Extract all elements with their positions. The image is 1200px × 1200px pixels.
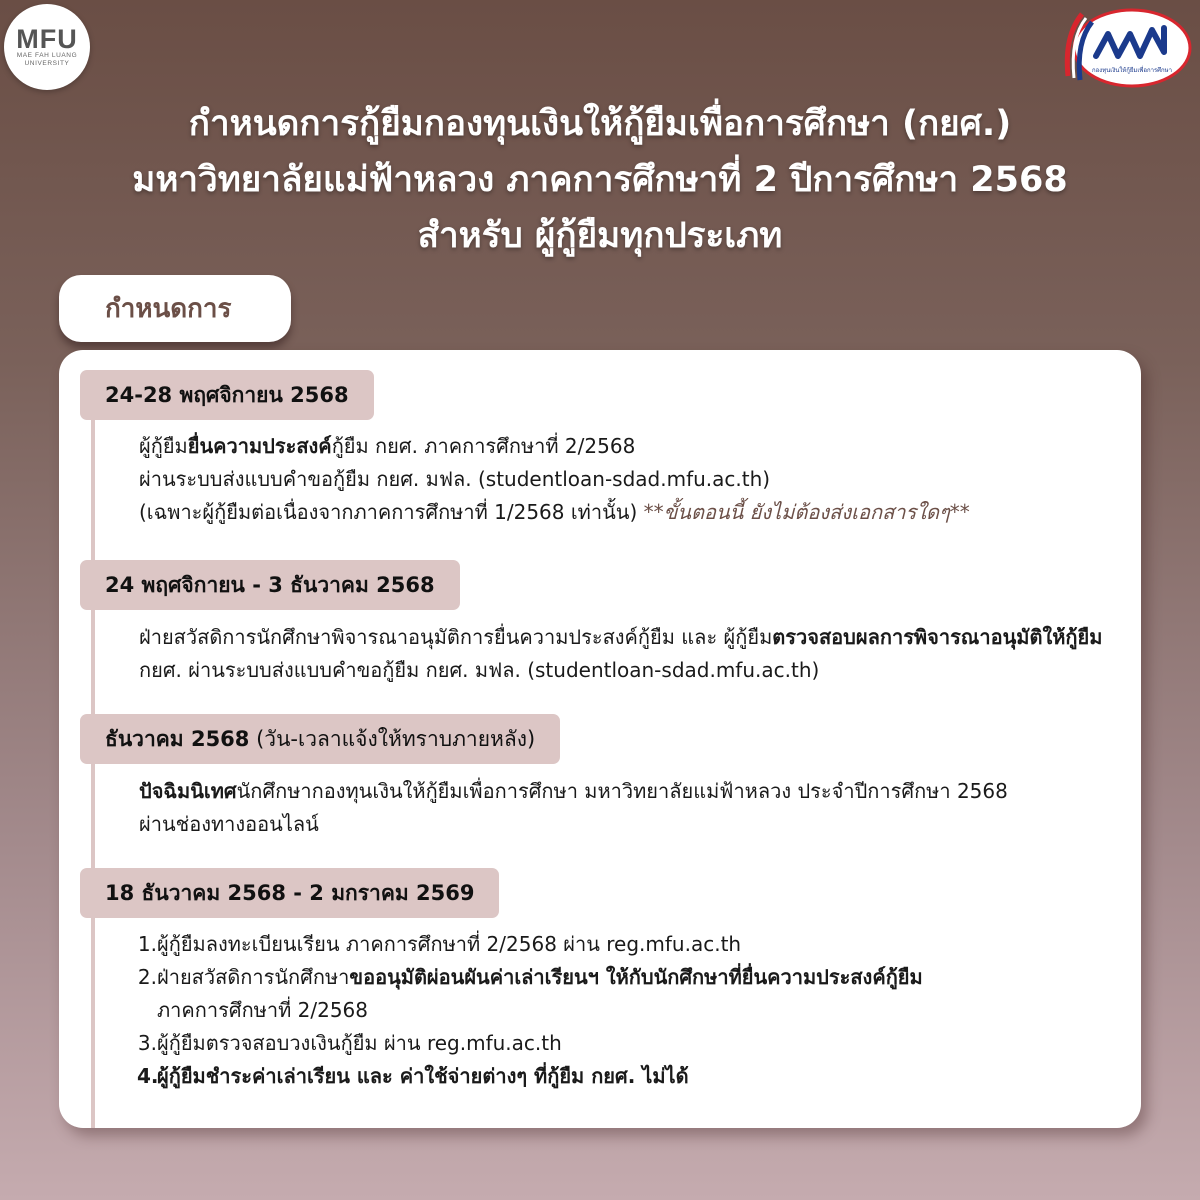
title-line-3: สำหรับ ผู้กู้ยืมทุกประเภท bbox=[417, 216, 783, 256]
schedule-panel bbox=[59, 350, 1141, 1128]
mfu-logo-sub2: UNIVERSITY bbox=[24, 60, 70, 67]
entry-1-line-2: ผ่านระบบส่งแบบคำขอกู้ยืม กยศ. มฟล. (studentloan-sdad.mfu.ac.th) bbox=[139, 467, 771, 491]
entry-3-text: นักศึกษากองทุนเงินให้กู้ยืมเพื่อการศึกษา มหาวิทยาลัยแม่ฟ้าหลวง ประจำปีการศึกษา 2568 bbox=[236, 779, 1008, 803]
title-line-1: กำหนดการกู้ยืมกองทุนเงินให้กู้ยืมเพื่อการศึกษา (กยศ.) bbox=[188, 104, 1012, 144]
timeline-entry-4 bbox=[137, 928, 1127, 1093]
section-tab-schedule bbox=[59, 275, 291, 342]
list-item-1 bbox=[137, 928, 1127, 961]
date-badge-2 bbox=[80, 560, 460, 610]
list-item-number: 2. bbox=[137, 965, 157, 989]
entry-1-line-3 bbox=[139, 496, 1129, 529]
entry-1-condition: (เฉพาะผู้กู้ยืมต่อเนื่องจากภาคการศึกษาที่ 1/2568 เท่านั้น) bbox=[139, 500, 638, 524]
mfu-logo-sub1: MAE FAH LUANG bbox=[16, 52, 78, 59]
entry-1-text-post: กู้ยืม กยศ. ภาคการศึกษาที่ 2/2568 bbox=[331, 434, 636, 458]
list-item-text: ผู้กู้ยืมชำระค่าเล่าเรียน และ ค่าใช้จ่ายต่างๆ ที่กู้ยืม กยศ. ไม่ได้ bbox=[157, 1064, 689, 1088]
list-item-number: 4. bbox=[137, 1064, 159, 1088]
svg-text:กองทุนเงินให้กู้ยืมเพื่อการศึก: กองทุนเงินให้กู้ยืมเพื่อการศึกษา bbox=[1092, 67, 1172, 74]
page-title bbox=[0, 96, 1200, 264]
kyos-logo-icon bbox=[1056, 6, 1194, 92]
mfu-logo-text: MFU bbox=[16, 24, 78, 54]
date-badge-3 bbox=[80, 714, 560, 764]
entry-1-line-1 bbox=[139, 430, 1129, 463]
list-item-2 bbox=[137, 961, 1127, 1027]
entry-3-bold: ปัจฉิมนิเทศ bbox=[139, 779, 237, 803]
list-item-4 bbox=[137, 1060, 1127, 1093]
entry-3-line-1 bbox=[139, 775, 1129, 808]
title-line-2: มหาวิทยาลัยแม่ฟ้าหลวง ภาคการศึกษาที่ 2 ปีการศึกษา 2568 bbox=[132, 160, 1068, 200]
kyos-logo bbox=[1056, 6, 1194, 92]
list-item-3 bbox=[137, 1027, 1127, 1060]
entry-2-text-post: กยศ. ผ่านระบบส่งแบบคำขอกู้ยืม กยศ. มฟล. (studentloan-sdad.mfu.ac.th) bbox=[139, 658, 820, 682]
list-item-text bbox=[157, 961, 1127, 1027]
list-item-number: 3. bbox=[137, 1031, 157, 1055]
list-item-2-continuation: ภาคการศึกษาที่ 2/2568 bbox=[157, 998, 368, 1022]
timeline-entry-3 bbox=[139, 775, 1129, 841]
date-badge-2-text: 24 พฤศจิกายน - 3 ธันวาคม 2568 bbox=[105, 572, 435, 597]
date-badge-4-text: 18 ธันวาคม 2568 - 2 มกราคม 2569 bbox=[105, 880, 475, 905]
date-badge-3-text: ธันวาคม 2568 bbox=[105, 726, 250, 751]
entry-2-bold: ตรวจสอบผลการพิจารณาอนุมัติให้กู้ยืม bbox=[772, 625, 1103, 649]
timeline-entry-1 bbox=[139, 430, 1129, 529]
date-badge-3-note: (วัน-เวลาแจ้งให้ทราบภายหลัง) bbox=[256, 726, 536, 751]
date-badge-1 bbox=[80, 370, 374, 420]
timeline-entry-2 bbox=[139, 621, 1129, 687]
list-item-text: ผู้กู้ยืมลงทะเบียนเรียน ภาคการศึกษาที่ 2/2568 ผ่าน reg.mfu.ac.th bbox=[157, 932, 742, 956]
list-item-text: ผู้กู้ยืมตรวจสอบวงเงินกู้ยืม ผ่าน reg.mfu.ac.th bbox=[157, 1031, 562, 1055]
list-item-2-text: ฝ่ายสวัสดิการนักศึกษา bbox=[157, 965, 350, 989]
date-badge-1-text: 24-28 พฤศจิกายน 2568 bbox=[105, 382, 349, 407]
entry-1-bold: ยื่นความประสงค์ bbox=[187, 434, 332, 458]
mfu-logo bbox=[4, 4, 90, 90]
list-item-2-bold: ขออนุมัติผ่อนผันค่าเล่าเรียนฯ ให้กับนักศึกษาที่ยื่นความประสงค์กู้ยืม bbox=[349, 965, 923, 989]
section-tab-label: กำหนดการ bbox=[105, 294, 232, 324]
entry-1-note: **ขั้นตอนนี้ ยังไม่ต้องส่งเอกสารใดๆ** bbox=[643, 500, 970, 524]
entry-3-line-2: ผ่านช่องทางออนไลน์ bbox=[139, 812, 319, 836]
date-badge-4 bbox=[80, 868, 499, 918]
entry-1-text: ผู้กู้ยืม bbox=[139, 434, 188, 458]
list-item-number: 1. bbox=[137, 932, 157, 956]
entry-2-text: ฝ่ายสวัสดิการนักศึกษาพิจารณาอนุมัติการยื่นความประสงค์กู้ยืม และ ผู้กู้ยืม bbox=[139, 625, 773, 649]
